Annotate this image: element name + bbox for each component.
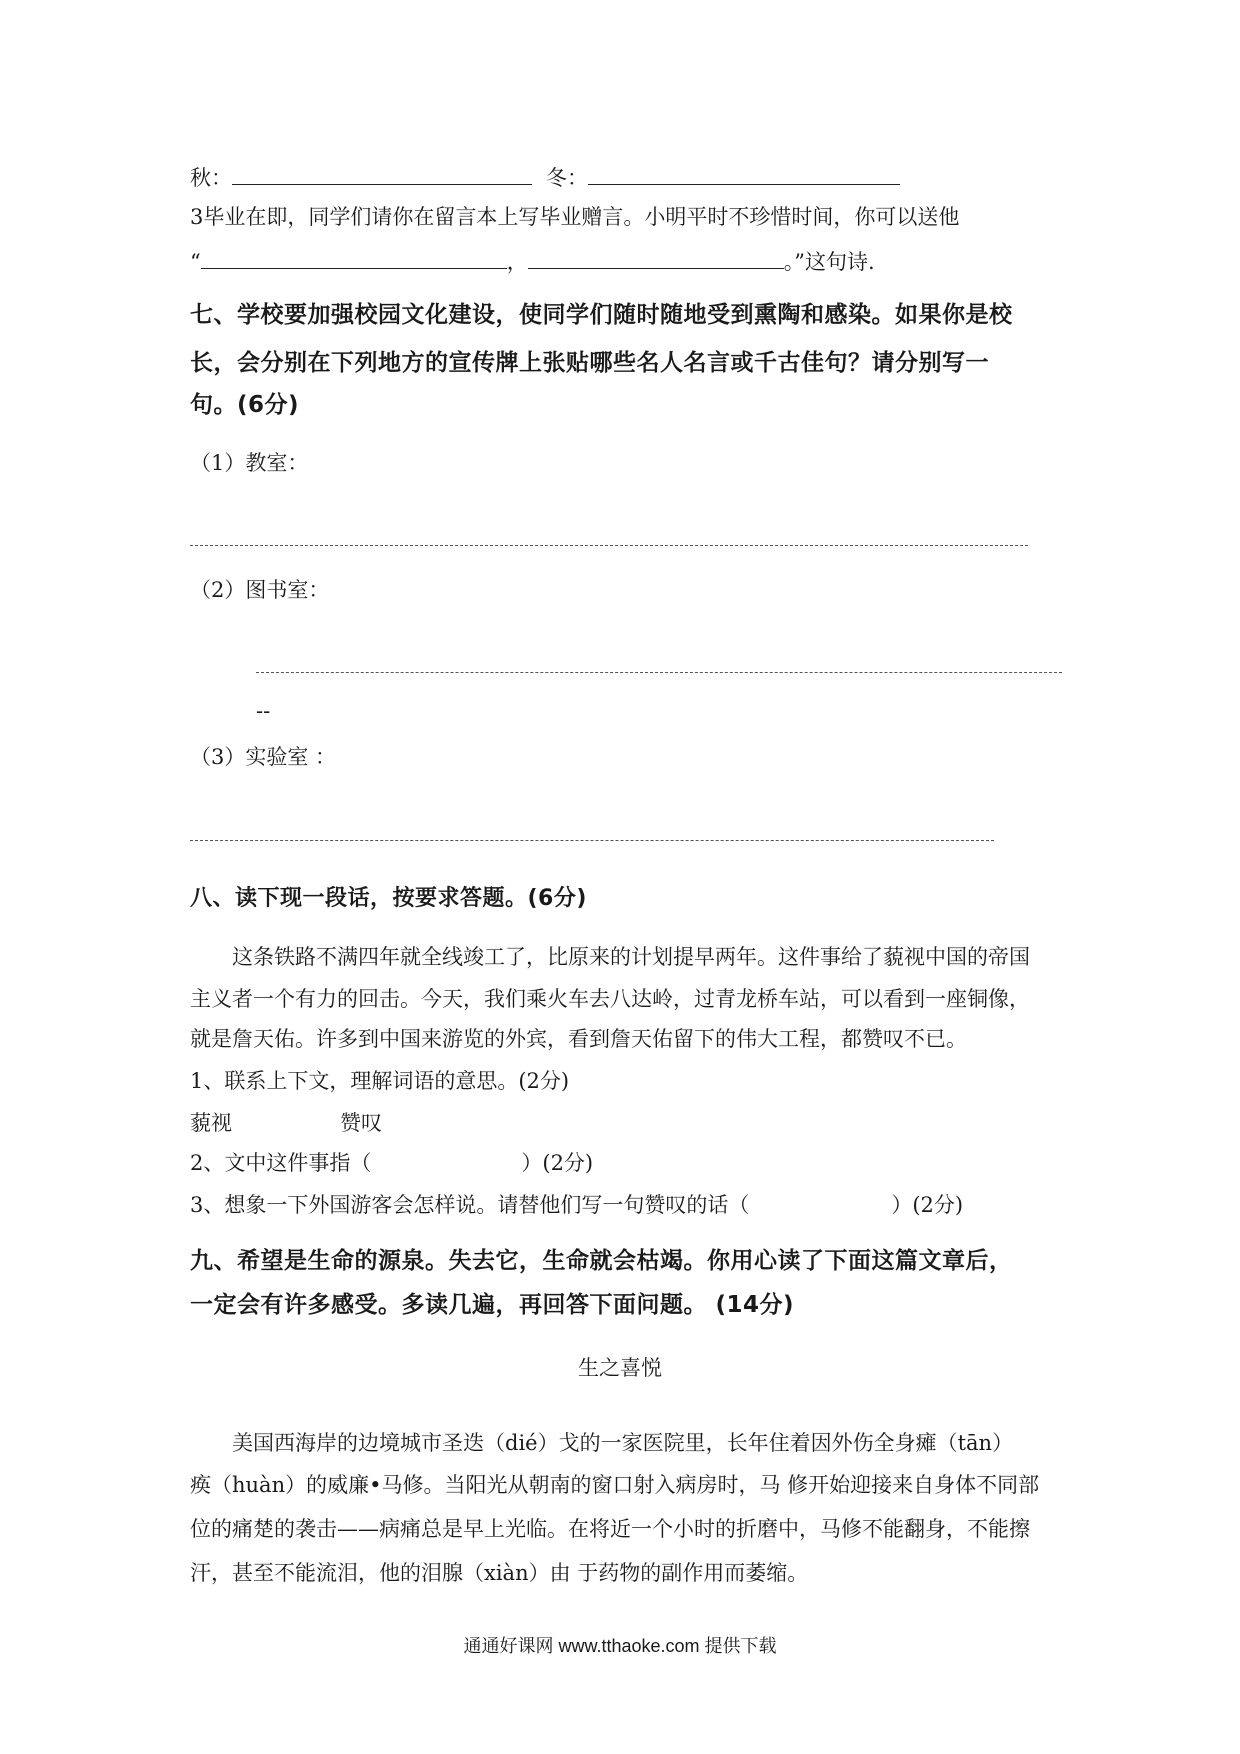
section8-q1: 1、联系上下文，理解词语的意思。(2分): [190, 1069, 570, 1093]
section8-q2: [190, 1148, 593, 1178]
section7-item-library: （2）图书室：: [190, 578, 330, 602]
poem-tail: 。”这句诗.: [783, 250, 875, 274]
q2-prefix: 2、文中这件事指（: [190, 1151, 372, 1175]
poem-blank-1[interactable]: [201, 246, 507, 269]
section7-title-line1: 七、学校要加强校园文化建设，使同学们随时随地受到熏陶和感染。如果你是校: [190, 302, 1013, 328]
article-title: 生之喜悦: [578, 1356, 662, 1380]
section8-para-line3: 就是詹天佑。许多到中国来游览的外宾，看到詹天佑留下的伟大工程，都赞叹不已。: [190, 1027, 967, 1051]
autumn-label: 秋：: [190, 166, 232, 190]
classroom-answer-line[interactable]: [190, 545, 1028, 546]
autumn-blank[interactable]: [232, 162, 532, 185]
section9-title-line1: 九、希望是生命的源泉。失去它，生命就会枯竭。你用心读了下面这篇文章后，: [190, 1248, 1013, 1274]
library-answer-tail: --: [256, 699, 271, 723]
section9-title-line2: 一定会有许多感受。多读几遍，再回答下面问题。 (14分): [190, 1292, 795, 1318]
footer-text: 通通好课网 www.tthaoke.com 提供下载: [463, 1636, 777, 1656]
article-para-line2: 痪（huàn）的威廉•马修。当阳光从朝南的窗口射入病房时，马 修开始迎接来自身体不同部: [190, 1473, 1040, 1497]
q2-suffix: ）(2分): [521, 1151, 594, 1175]
poem-comma: ，: [506, 250, 528, 274]
article-para-line3: 位的痛楚的袭击——病痛总是早上光临。在将近一个小时的折磨中，马修不能翻身，不能擦: [190, 1517, 1030, 1541]
quote-open: “: [190, 250, 201, 274]
q3-prefix: 3、想象一下外国游客会怎样说。请替他们写一句赞叹的话（: [190, 1193, 750, 1217]
autumn-winter-line: [190, 162, 900, 193]
section8-para-line1: 这条铁路不满四年就全线竣工了，比原来的计划提早两年。这件事给了藐视中国的帝国: [232, 945, 1030, 969]
library-answer-line[interactable]: [256, 672, 1062, 673]
section7-title-line2: 长，会分别在下列地方的宣传牌上张贴哪些名人名言或千古佳句？请分别写一: [190, 350, 989, 376]
winter-label: 冬：: [546, 166, 588, 190]
q3-poem-line: [190, 246, 875, 277]
section8-para-line2: 主义者一个有力的回击。今天，我们乘火车去八达岭，过青龙桥车站，可以看到一座铜像，: [190, 987, 1030, 1011]
article-para-line1: 美国西海岸的边境城市圣迭（dié）戈的一家医院里，长年住着因外伤全身瘫（tān）: [232, 1431, 1014, 1455]
article-para-line4: 汗，甚至不能流泪，他的泪腺（xiàn）由 于药物的副作用而萎缩。: [190, 1561, 809, 1585]
winter-blank[interactable]: [588, 162, 900, 185]
q3-gift-text: 3毕业在即，同学们请你在留言本上写毕业赠言。小明平时不珍惜时间，你可以送他: [190, 205, 960, 229]
section8-q3: [190, 1190, 963, 1220]
q3-suffix: ）(2分): [891, 1193, 964, 1217]
section7-item-classroom: （1）教室：: [190, 451, 309, 475]
lab-answer-line[interactable]: [190, 840, 994, 841]
word-admire: 赞叹: [340, 1111, 382, 1135]
section8-words: [190, 1108, 382, 1138]
word-disdain: 藐视: [190, 1111, 232, 1135]
poem-blank-2[interactable]: [528, 246, 784, 269]
section8-title: 八、读下现一段话，按要求答题。(6分): [190, 886, 587, 911]
section7-title-line3: 句。(6分): [190, 392, 300, 418]
section7-item-lab: （3）实验室 ：: [190, 745, 337, 769]
